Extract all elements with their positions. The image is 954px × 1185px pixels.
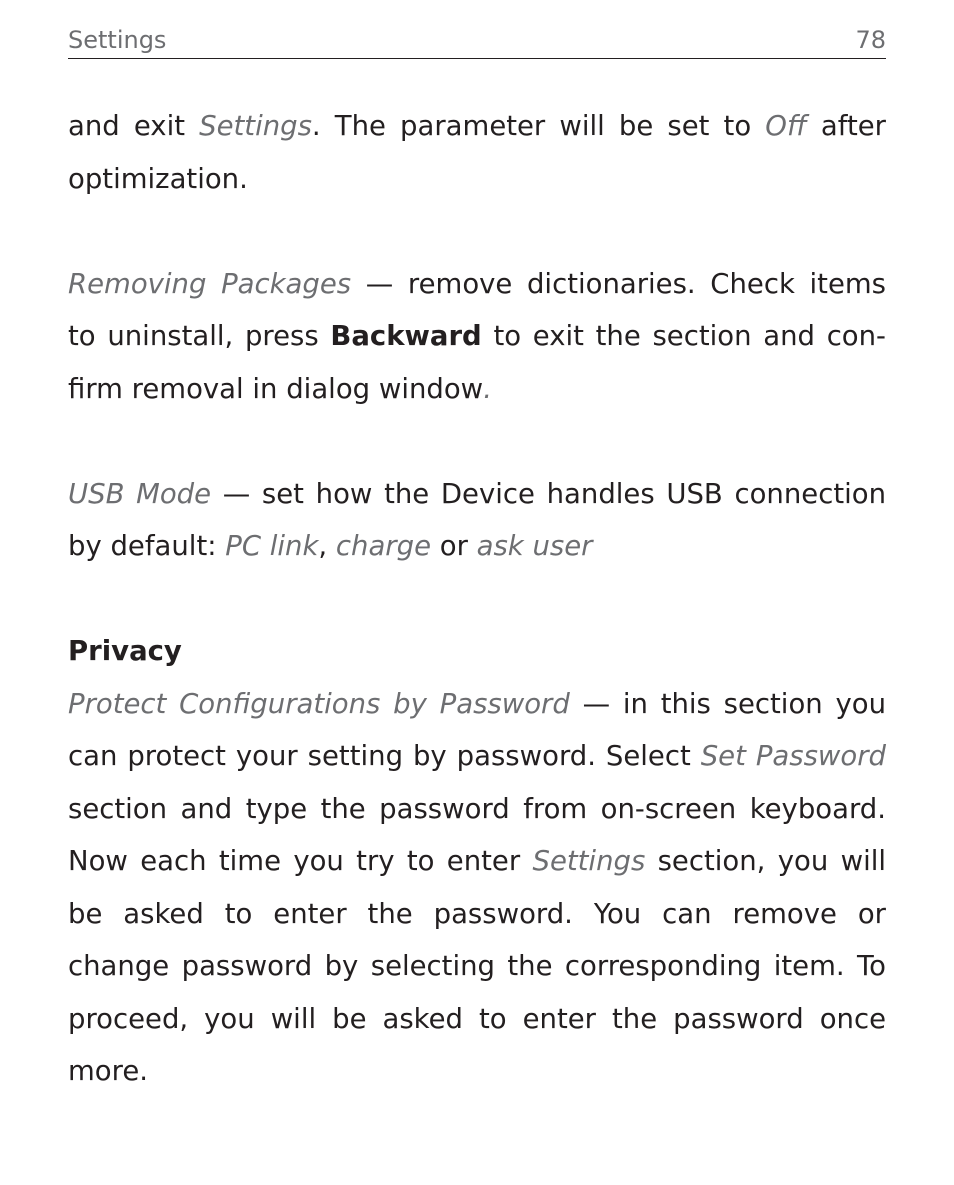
paragraph-usb-mode	[68, 468, 886, 573]
usb-mode-term: USB Mode	[68, 477, 212, 510]
privacy-text-2: section and type the password from on-screen keyboard. Now each time you try to enter	[68, 792, 886, 877]
paragraph-spacer	[68, 415, 886, 468]
para2-text-2: to exit the section and con-firm removal in dialog window	[68, 320, 886, 405]
privacy-text-1: — in this section you can protect your setting by password. Select	[68, 687, 886, 772]
privacy-heading: Privacy	[68, 635, 182, 667]
paragraph-spacer	[68, 205, 886, 258]
manual-page	[68, 0, 886, 1185]
off-value: Off	[765, 110, 807, 142]
running-header	[68, 24, 886, 59]
ask-user-option: ask user	[476, 530, 593, 562]
removing-packages-term: Removing Packages	[68, 267, 352, 300]
settings-term: Settings	[532, 845, 646, 877]
para1-text-1: and exit	[68, 110, 200, 142]
set-password-term: Set Password	[700, 740, 886, 772]
para3-comma: ,	[318, 530, 336, 562]
para3-text-1: — set how the Device handles USB connection by default:	[68, 477, 886, 562]
charge-option: charge	[335, 530, 431, 562]
para2-text-1: — remove dictionaries. Check items to uninstall, press	[68, 267, 886, 352]
body-text	[68, 100, 886, 1098]
pc-link-option: PC link	[225, 530, 319, 562]
paragraph-removing-packages	[68, 258, 886, 416]
backward-key-label: Backward	[330, 320, 482, 352]
privacy-text-3: section, you will be asked to enter the password. You can remove or change password by selecting the corresponding item. To proceed, you will be asked to enter the password once more.	[68, 845, 886, 1087]
para1-text-2: . The parameter will be set to	[311, 110, 766, 142]
settings-term: Settings	[199, 110, 312, 142]
paragraph-privacy	[68, 678, 886, 1098]
para2-period: .	[483, 372, 492, 405]
header-page-number: 78	[855, 26, 886, 54]
para1-text-3: after optimization.	[68, 110, 886, 195]
paragraph-spacer	[68, 573, 886, 626]
protect-configurations-term: Protect Configurations by Password	[68, 687, 570, 720]
header-section-name: Settings	[68, 26, 167, 54]
paragraph-optimization	[68, 100, 886, 205]
para3-text-2: or	[431, 530, 477, 562]
